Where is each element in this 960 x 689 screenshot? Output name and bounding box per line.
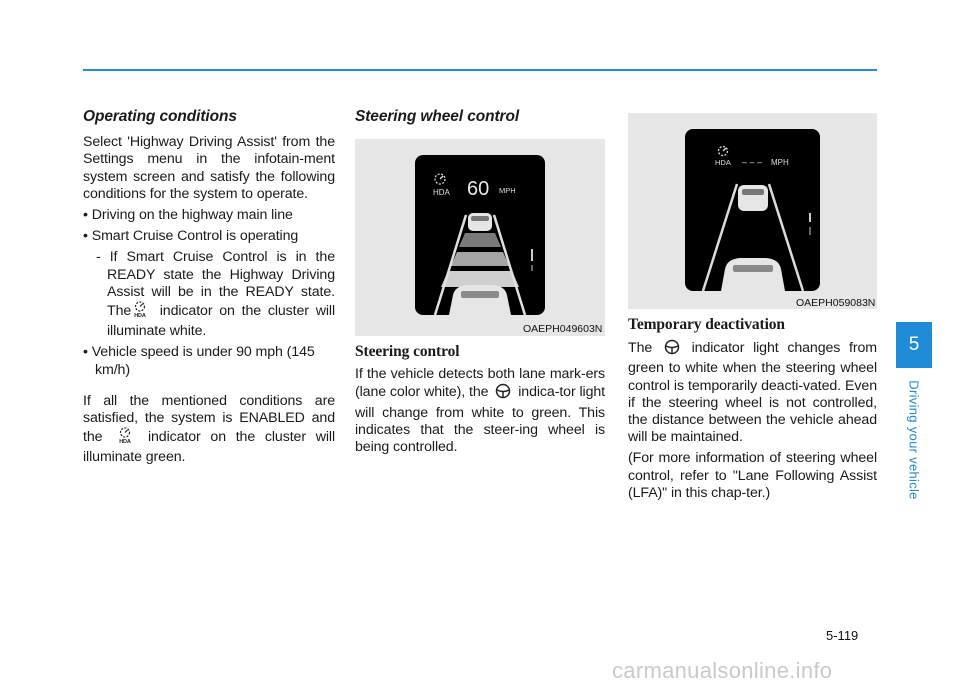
deactivation-paragraph <box>628 339 877 446</box>
steering-control-paragraph <box>355 366 605 456</box>
steering-wheel-icon <box>494 383 512 404</box>
figure-cluster-dashed-mph <box>628 113 877 309</box>
hda-icon <box>134 301 151 323</box>
bullet-highway: • Driving on the highway main line <box>83 207 293 224</box>
intro-paragraph: Select 'Highway Driving Assist' from the Settings menu in the infotain-ment system screen and satisfy the following conditions for the system to operate. <box>83 134 335 202</box>
sub-ready-state <box>83 249 335 340</box>
outro-paragraph <box>83 393 335 467</box>
heading-operating-conditions: Operating conditions <box>83 108 237 125</box>
figure2-code: OAEPH059083N <box>796 297 876 309</box>
car-icon <box>468 213 492 231</box>
cluster-speed: 60 <box>467 178 490 200</box>
watermark: carmanualsonline.info <box>612 658 833 683</box>
car-icon <box>738 185 768 211</box>
cluster-speed-unit: MPH <box>499 186 516 195</box>
hda-icon <box>114 427 136 449</box>
hda-icon <box>719 147 728 156</box>
car-icon <box>449 285 511 315</box>
outro-before: If all the mentioned conditions are satisfied, the system is ENABLED and the <box>83 392 335 446</box>
bullet-scc-text: Smart Cruise Control is operating <box>91 228 299 245</box>
column-temporary-deactivation <box>628 316 877 506</box>
hda-icon-label: HDA <box>119 439 131 445</box>
page-number: 5-119 <box>826 628 859 643</box>
figure-cluster-60mph <box>355 139 605 336</box>
cluster-screen <box>415 155 545 315</box>
steering-wheel-icon <box>663 339 681 360</box>
heading-temporary-deactivation: Temporary deactivation <box>628 316 785 333</box>
column-steering-heading <box>355 108 607 134</box>
outro-after: indicator on the cluster will illuminate green. <box>83 429 336 466</box>
steering-before: If the vehicle detects both lane mark-ers (lane color white), the <box>355 366 605 401</box>
deactivation-before: The <box>628 340 653 357</box>
deactivation-after: indicator light changes from green to white when the steering wheel control is temporarily deacti-vated. Even if the steering wheel is not controlled, the distance between the vehicle ahead will be maintained. <box>628 340 877 446</box>
top-rule <box>83 69 877 71</box>
chapter-title-text: Driving your vehicle <box>906 380 922 500</box>
cluster-speed-unit: MPH <box>771 158 789 167</box>
sub-ready-after: indicator on the cluster will illuminate white. <box>107 303 336 340</box>
heading-steering-wheel-control: Steering wheel control <box>355 108 520 125</box>
hda-icon-label: HDA <box>134 313 146 319</box>
chapter-tab: 5 <box>896 322 932 368</box>
car-icon <box>721 258 785 291</box>
bullet-scc: • Smart Cruise Control is operating <box>83 228 299 245</box>
bullet-speed: • Vehicle speed is under 90 mph (145 km/h) <box>83 344 315 378</box>
sub-ready-before: - If Smart Cruise Control is in the READY state the Highway Driving Assist will be in the READY state. The <box>96 249 335 320</box>
steering-after: indica-tor light will change from white to green. This indicates that the steer-ing wheel is being controlled. <box>355 384 606 456</box>
cluster-hda-badge: HDA <box>715 158 731 167</box>
column-steering-control <box>355 343 605 460</box>
cluster-hda-badge: HDA <box>433 188 450 197</box>
heading-steering-control: Steering control <box>355 343 460 360</box>
chapter-title <box>901 380 927 500</box>
cluster-screen <box>685 129 820 291</box>
column-operating-conditions <box>83 108 335 471</box>
figure1-code: OAEPH049603N <box>523 323 603 335</box>
bullet-speed-text: Vehicle speed is under 90 mph (145 km/h) <box>91 344 315 378</box>
more-info-paragraph: (For more information of steering wheel control, refer to "Lane Following Assist (LFA)" in this chap-ter.) <box>628 450 877 501</box>
hda-icon <box>435 174 445 184</box>
cluster-speed: – – – <box>742 157 763 167</box>
bullet-highway-text: Driving on the highway main line <box>91 207 293 224</box>
